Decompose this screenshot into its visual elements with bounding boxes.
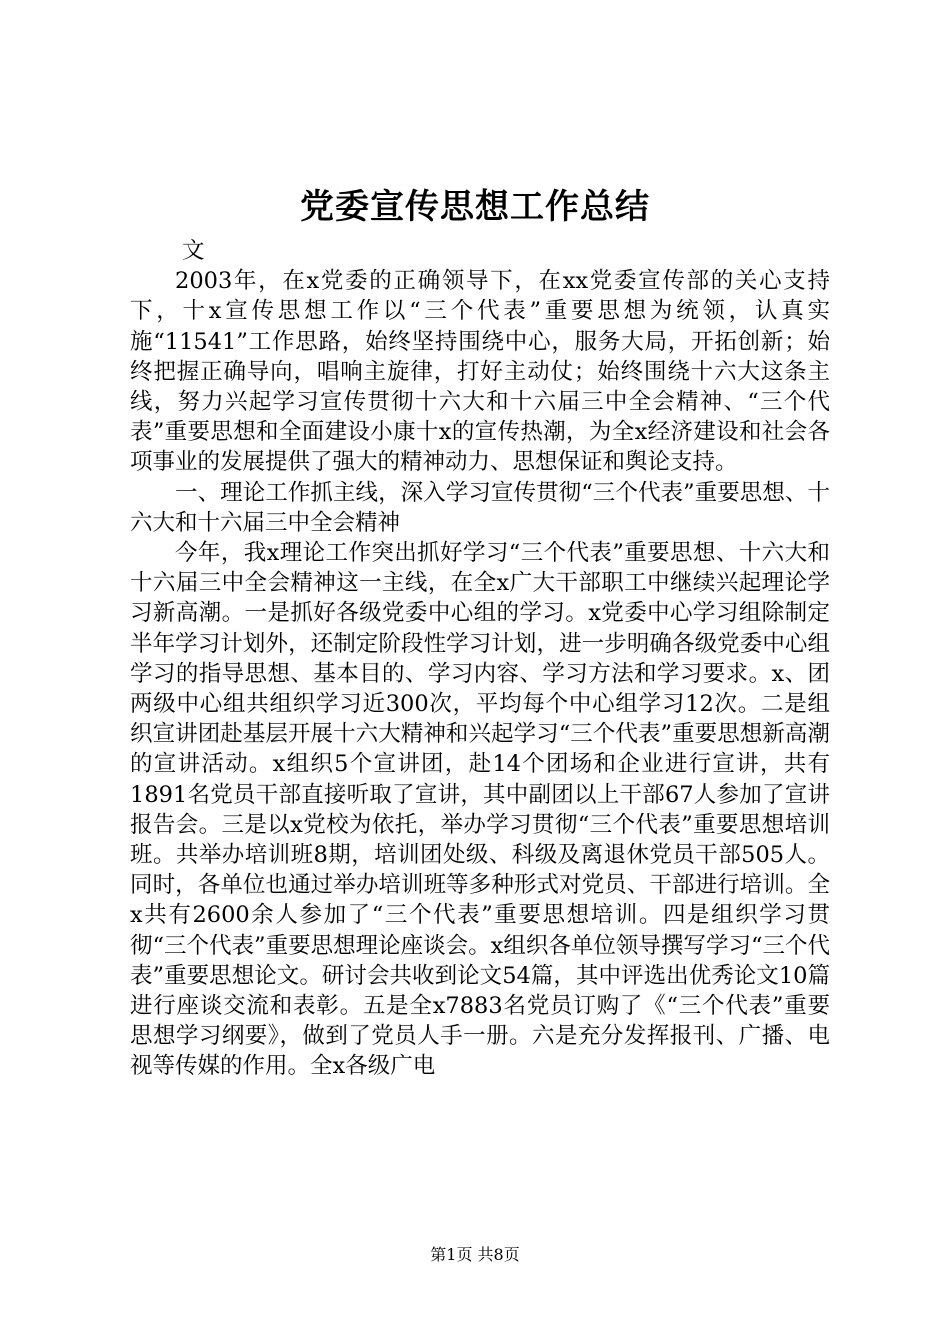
paragraph-theory-work: 今年，我x理论工作突出抓好学习“三个代表”重要思想、十六大和十六届三中全会精神这一主线，在全x广大干部职工中继续兴起理论学习新高潮。一是抓好各级党委中心组的学习。x党委中心学习组除制定半年学习计划外，还制定阶段性学习计划，进一步明确各级党委中心组学习的指导思想、基本目的、学习内容、学习方法和学习要求。x、团两级中心组共组织学习近300次，平均每个中心组学习12次。二是组织宣讲团赴基层开展十六大精神和兴起学习“三个代表”重要思想新高潮的宣讲活动。x组织5个宣讲团，赴14个团场和企业进行宣讲，共有1891名党员干部直接听取了宣讲，其中副团以上干部67人参加了宣讲报告会。三是以x党校为依托，举办学习贯彻“三个代表”重要思想培训班。共举办培训班8期，培训团处级、科级及离退休党员干部505人。同时，各单位也通过举办培训班等多种形式对党员、干部进行培训。全x共有2600余人参加了“三个代表”重要思想培训。四是组织学习贯彻“三个代表”重要思想理论座谈会。x组织各单位领导撰写学习“三个代表”重要思想论文。研讨会共收到论文54篇，其中评选出优秀论文10篇进行座谈交流和表彰。五是全x7883名党员订购了《“三个代表”重要思想学习纲要》，做到了党员人手一册。六是充分发挥报刊、广播、电视等传媒的作用。全x各级广电 (130, 540, 830, 1080)
paragraph-intro: 2003年，在x党委的正确领导下，在xx党委宣传部的关心支持下，十x宣传思想工作以“三个代表”重要思想为统领，认真实施“11541”工作思路，始终坚持围绕中心，服务大局，开拓创新；始终把握正确导向，唱响主旋律，打好主动仗；始终围绕十六大这条主线，努力兴起学习宣传贯彻十六大和十六届三中全会精神、“三个代表”重要思想和全面建设小康十x的宣传热潮，为全x经济建设和社会各项事业的发展提供了强大的精神动力、思想保证和舆论支持。 (130, 268, 830, 476)
document-title: 党委宣传思想工作总结 (300, 187, 650, 227)
author-line: 文 (182, 238, 205, 264)
page-number-footer: 第1页 共8页 (430, 1245, 520, 1264)
section-heading-1: 一、理论工作抓主线，深入学习宣传贯彻“三个代表”重要思想、十六大和十六届三中全会精神 (130, 479, 830, 536)
document-body (130, 236, 830, 1082)
